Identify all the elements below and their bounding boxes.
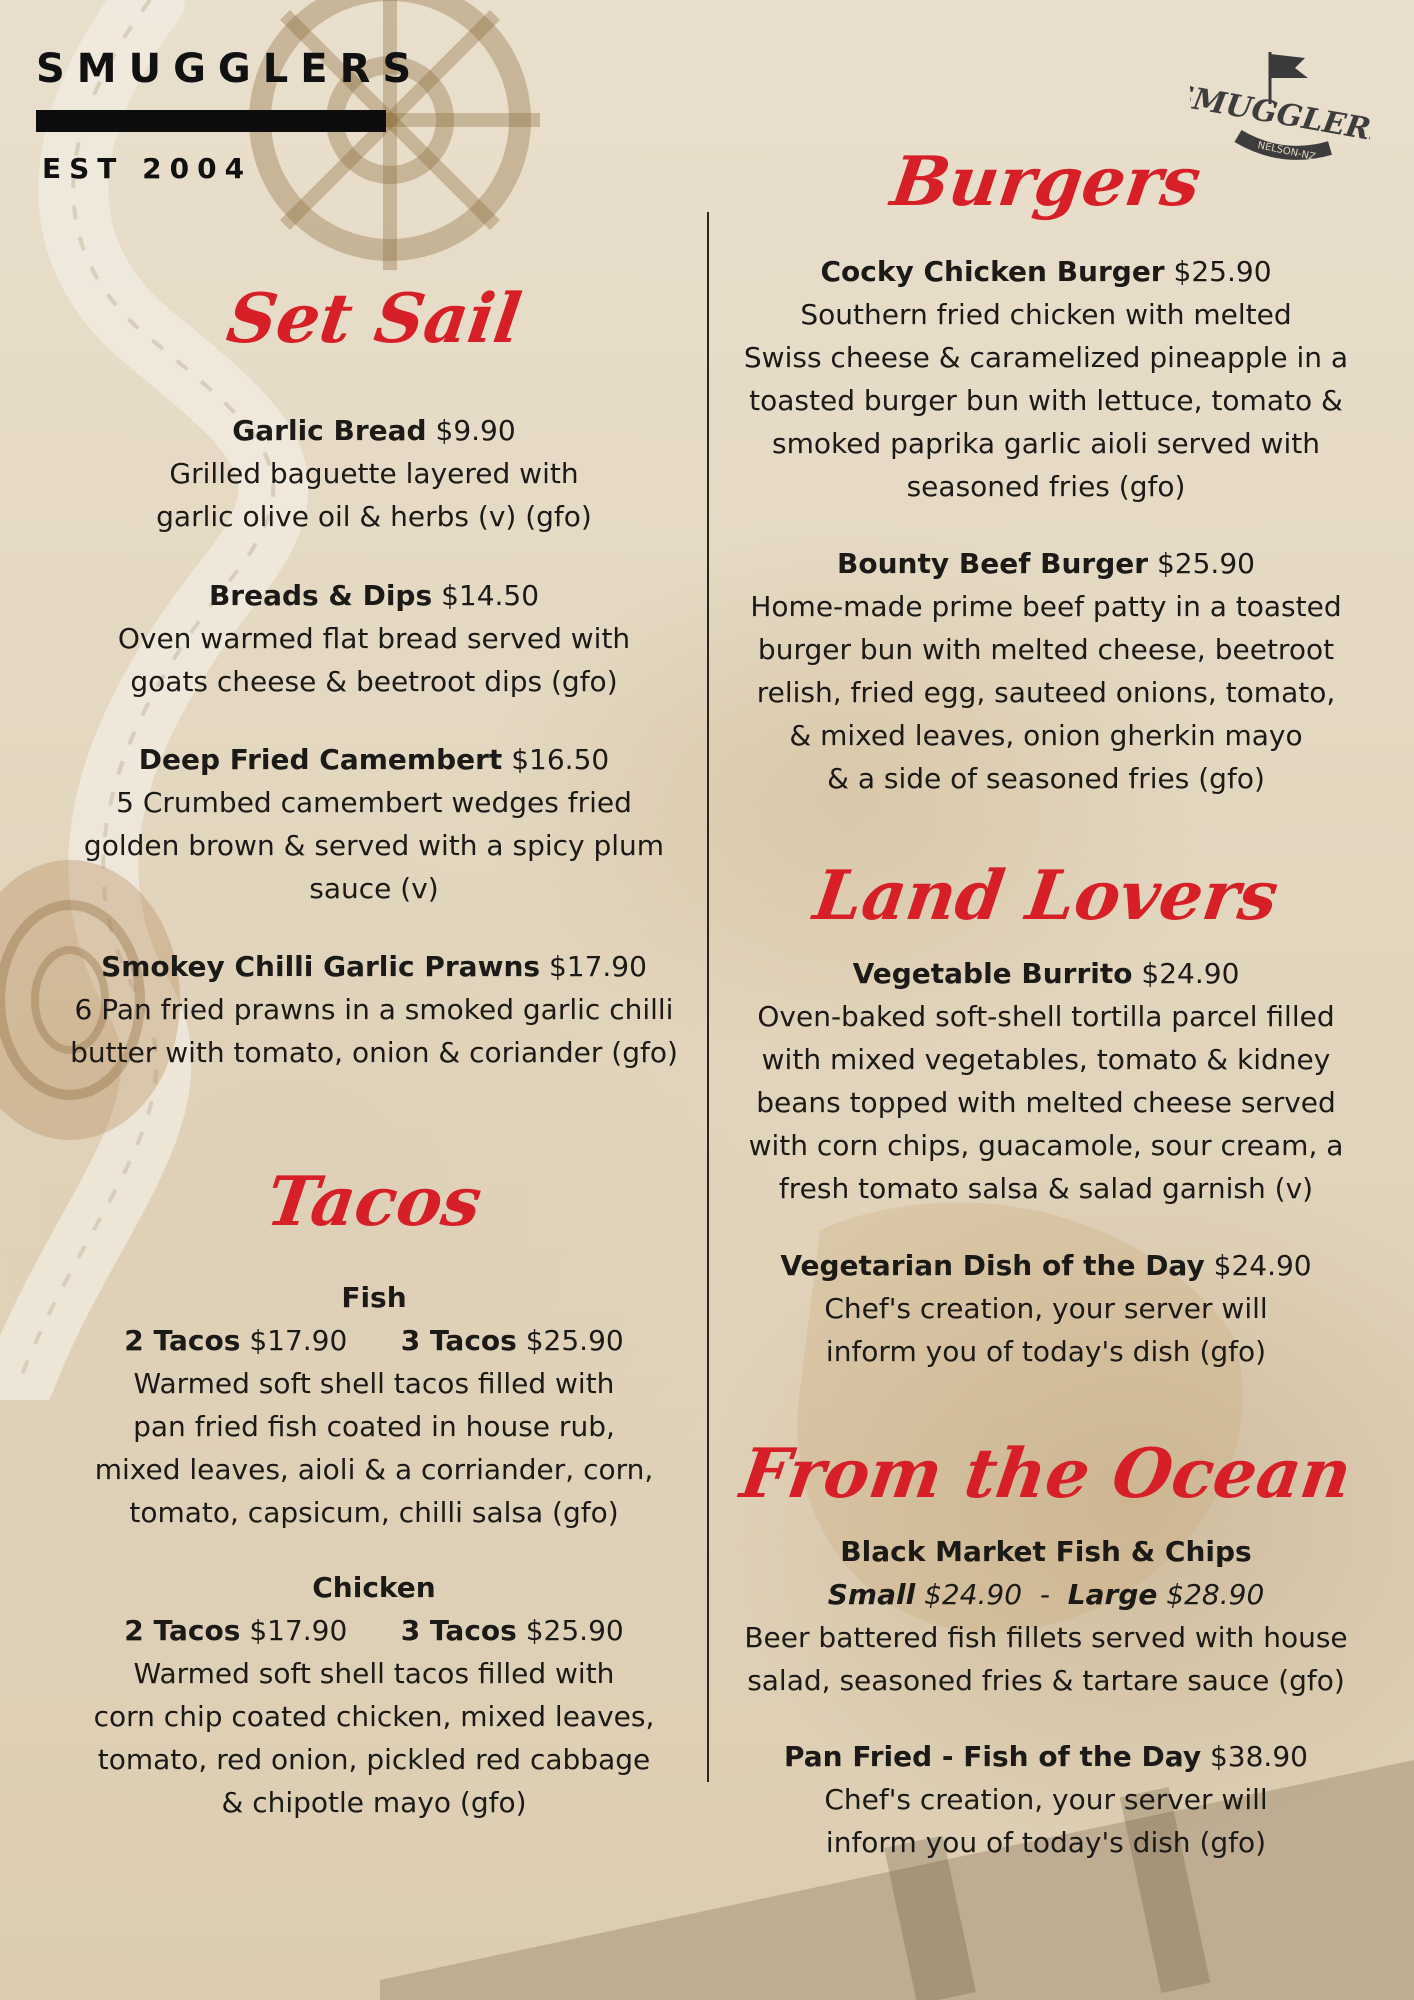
item-desc-line: sauce (v) — [309, 872, 439, 905]
logo-subtext: NELSON-NZ — [1256, 140, 1317, 164]
item-price: $16.50 — [511, 743, 610, 776]
brand-block — [36, 46, 423, 185]
item-name: Breads & Dips — [208, 579, 433, 612]
item-name: Deep Fried Camembert — [138, 743, 503, 776]
menu-item-fish-tacos — [48, 1276, 700, 1534]
item-name: Fish — [341, 1281, 407, 1314]
size-label: Large — [1067, 1578, 1158, 1611]
option-label: 3 Tacos — [400, 1324, 517, 1357]
item-desc-line: & a side of seasoned fries (gfo) — [827, 762, 1265, 795]
item-desc-line: mixed leaves, aioli & a corriander, corn, — [94, 1453, 654, 1486]
menu-item-vegetable-burrito — [722, 952, 1370, 1210]
item-desc-line: with corn chips, guacamole, sour cream, a — [748, 1129, 1344, 1162]
item-desc-line: Oven warmed flat bread served with — [117, 622, 631, 655]
menu-item-garlic-bread — [48, 409, 700, 538]
tacos-section — [48, 1162, 700, 1242]
item-desc-line: seasoned fries (gfo) — [906, 470, 1186, 503]
item-desc-line: Chef's creation, your server will — [824, 1783, 1268, 1816]
burgers-section — [722, 142, 1370, 222]
item-desc-line: beans topped with melted cheese served — [756, 1086, 1336, 1119]
item-desc-line: golden brown & served with a spicy plum — [83, 829, 665, 862]
item-desc-line: smoked paprika garlic aioli served with — [772, 427, 1320, 460]
option-price: $17.90 — [249, 1324, 348, 1357]
menu-item-pan-fried-fish — [722, 1735, 1370, 1864]
item-desc-line: corn chip coated chicken, mixed leaves, — [93, 1700, 655, 1733]
ocean-section — [722, 1434, 1370, 1514]
menu-item-cocky-chicken-burger — [722, 250, 1370, 508]
option-price: $25.90 — [525, 1324, 624, 1357]
item-price: $9.90 — [435, 414, 516, 447]
item-price: $14.50 — [441, 579, 540, 612]
menu-item-vegetarian-dish — [722, 1244, 1370, 1373]
menu-item-breads-dips — [48, 574, 700, 703]
item-desc-line: goats cheese & beetroot dips (gfo) — [130, 665, 618, 698]
item-desc-line: Chef's creation, your server will — [824, 1292, 1268, 1325]
land-lovers-title: Land Lovers — [809, 856, 1283, 936]
menu-item-smokey-prawns — [48, 945, 700, 1074]
option-label: 2 Tacos — [124, 1614, 241, 1647]
size-label: Small — [827, 1578, 916, 1611]
menu-item-deep-fried-camembert — [48, 738, 700, 910]
item-name: Vegetable Burrito — [852, 957, 1133, 990]
item-desc-line: pan fried fish coated in house rub, — [133, 1410, 615, 1443]
item-desc-line: Beer battered fish fillets served with house — [744, 1621, 1348, 1654]
size-separator: - — [1039, 1578, 1050, 1611]
brand-name: SMUGGLERS — [36, 46, 424, 92]
item-price: $25.90 — [1156, 547, 1255, 580]
menu-item-bounty-beef-burger — [722, 542, 1370, 800]
item-name: Bounty Beef Burger — [837, 547, 1149, 580]
item-price: $38.90 — [1209, 1740, 1308, 1773]
item-desc-line: 6 Pan fried prawns in a smoked garlic chilli — [74, 993, 674, 1026]
item-name: Garlic Bread — [232, 414, 427, 447]
item-desc-line: toasted burger bun with lettuce, tomato & — [749, 384, 1343, 417]
item-name: Chicken — [312, 1571, 436, 1604]
item-name: Vegetarian Dish of the Day — [780, 1249, 1205, 1282]
item-desc-line: burger bun with melted cheese, beetroot — [757, 633, 1335, 666]
item-desc-line: relish, fried egg, sauteed onions, tomato, — [756, 676, 1336, 709]
size-price: $24.90 — [924, 1578, 1023, 1611]
item-desc-line: garlic olive oil & herbs (v) (gfo) — [156, 500, 592, 533]
option-label: 3 Tacos — [400, 1614, 517, 1647]
item-desc-line: inform you of today's dish (gfo) — [825, 1335, 1267, 1368]
item-desc-line: with mixed vegetables, tomato & kidney — [761, 1043, 1331, 1076]
set-sail-section — [48, 279, 700, 359]
item-desc-line: tomato, red onion, pickled red cabbage — [97, 1743, 651, 1776]
item-price: $24.90 — [1213, 1249, 1312, 1282]
item-desc-line: Swiss cheese & caramelized pineapple in a — [743, 341, 1349, 374]
option-label: 2 Tacos — [124, 1324, 241, 1357]
item-name: Cocky Chicken Burger — [820, 255, 1165, 288]
brand-est: EST 2004 — [42, 152, 253, 185]
item-desc-line: Home-made prime beef patty in a toasted — [750, 590, 1342, 623]
item-desc-line: salad, seasoned fries & tartare sauce (gfo) — [747, 1664, 1345, 1697]
item-desc-line: Warmed soft shell tacos filled with — [133, 1657, 615, 1690]
menu-item-chicken-tacos — [48, 1566, 700, 1824]
item-name: Pan Fried - Fish of the Day — [784, 1740, 1202, 1773]
item-desc-line: 5 Crumbed camembert wedges fried — [116, 786, 632, 819]
burgers-title: Burgers — [886, 142, 1206, 222]
tacos-title: Tacos — [261, 1162, 487, 1242]
item-name: Black Market Fish & Chips — [840, 1535, 1252, 1568]
option-price: $17.90 — [249, 1614, 348, 1647]
item-desc-line: Warmed soft shell tacos filled with — [133, 1367, 615, 1400]
item-desc-line: & chipotle mayo (gfo) — [221, 1786, 527, 1819]
option-price: $25.90 — [525, 1614, 624, 1647]
land-lovers-section — [722, 856, 1370, 936]
item-price: $25.90 — [1173, 255, 1272, 288]
menu-item-fish-and-chips — [722, 1530, 1370, 1702]
logo-text: SMUGGLERS — [1190, 78, 1370, 152]
ocean-title: From the Ocean — [735, 1434, 1357, 1514]
item-price: $17.90 — [548, 950, 647, 983]
brand-bar — [36, 110, 386, 132]
item-desc-line: butter with tomato, onion & coriander (gfo) — [70, 1036, 678, 1069]
item-desc-line: fresh tomato salsa & salad garnish (v) — [778, 1172, 1314, 1205]
item-desc-line: tomato, capsicum, chilli salsa (gfo) — [129, 1496, 619, 1529]
item-desc-line: Oven-baked soft-shell tortilla parcel filled — [757, 1000, 1335, 1033]
item-desc-line: & mixed leaves, onion gherkin mayo — [789, 719, 1303, 752]
item-name: Smokey Chilli Garlic Prawns — [101, 950, 541, 983]
item-desc-line: inform you of today's dish (gfo) — [825, 1826, 1267, 1859]
set-sail-title: Set Sail — [222, 279, 526, 359]
column-divider — [707, 212, 709, 1782]
item-desc-line: Southern fried chicken with melted — [800, 298, 1292, 331]
size-price: $28.90 — [1166, 1578, 1265, 1611]
item-desc-line: Grilled baguette layered with — [169, 457, 579, 490]
item-price: $24.90 — [1141, 957, 1240, 990]
